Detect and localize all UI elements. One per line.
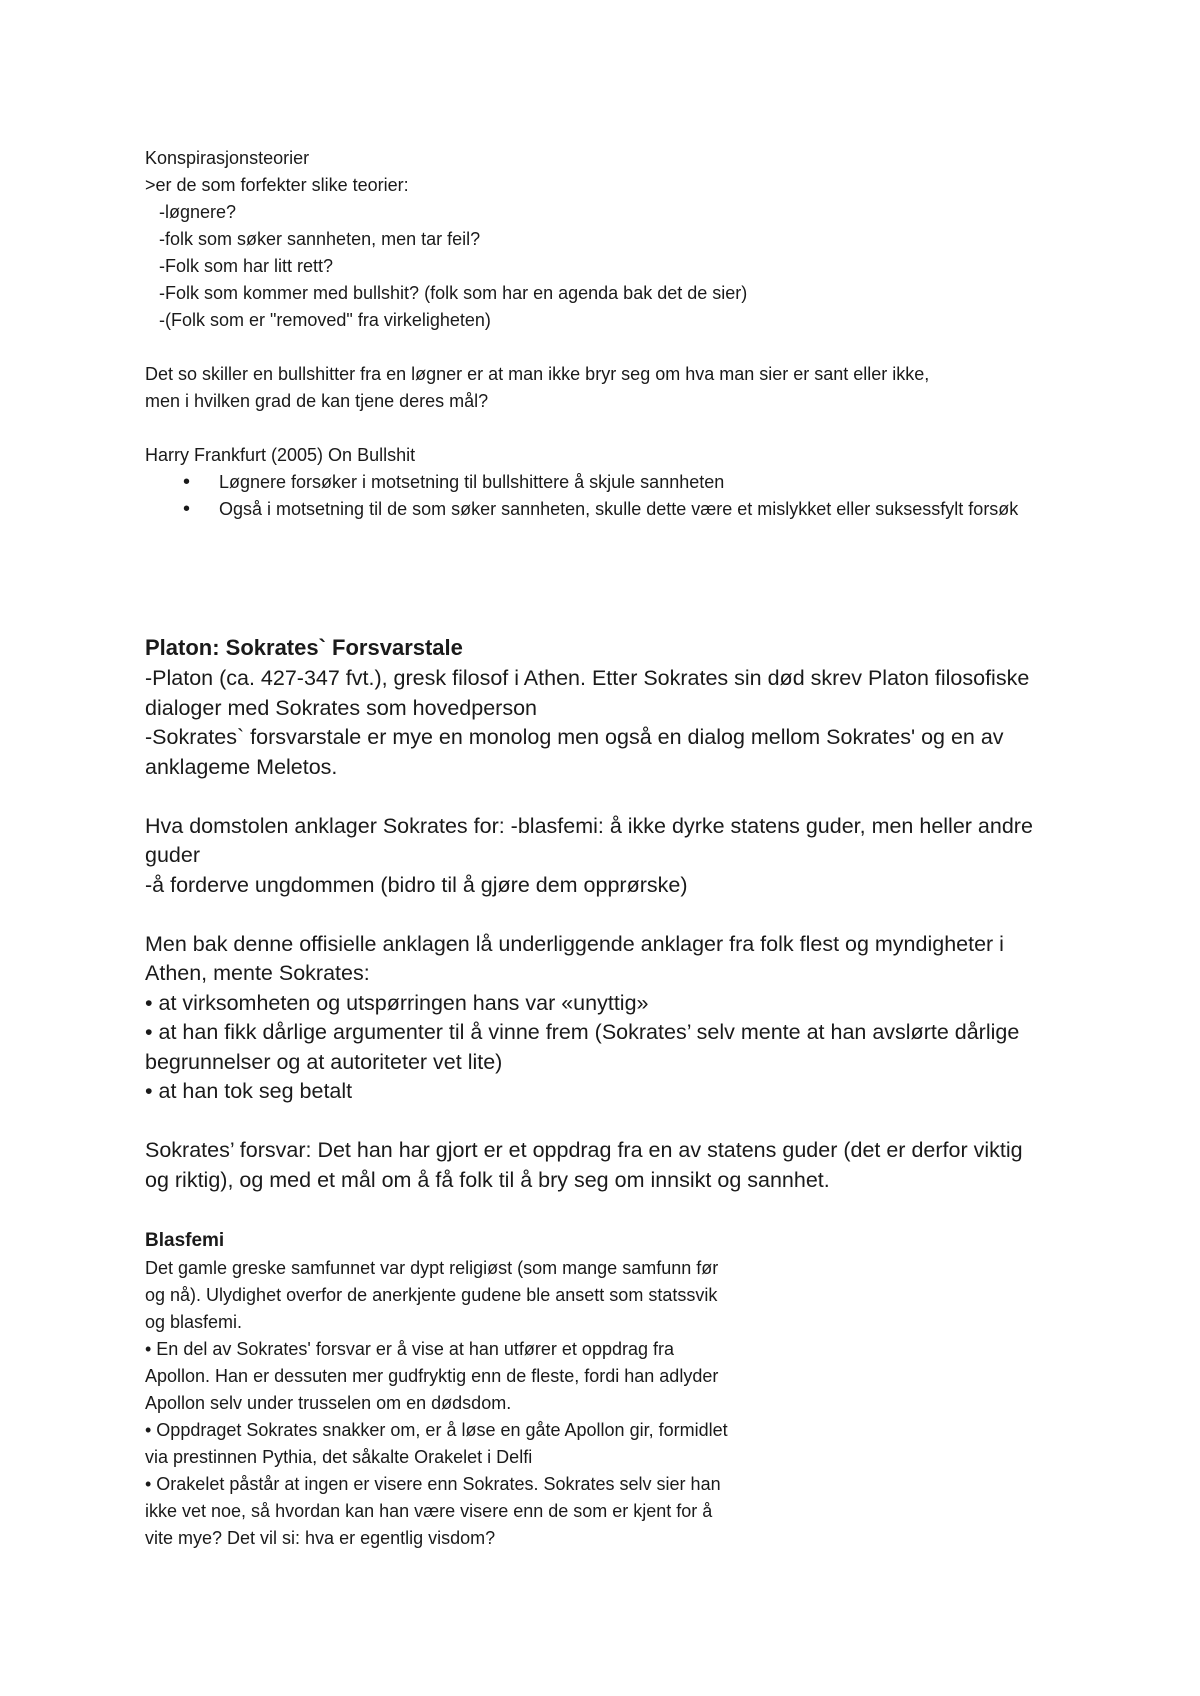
- paragraph-line: og blasfemi.: [145, 1312, 243, 1332]
- section-title: Konspirasjonsteorier: [145, 148, 310, 168]
- paragraph-line: ikke vet noe, så hvordan kan han være visere enn de som er kjent for å: [145, 1501, 713, 1521]
- paragraph-line: men i hvilken grad de kan tjene deres mål?: [145, 391, 489, 411]
- spacer: [145, 900, 1085, 930]
- paragraph-line: Det gamle greske samfunnet var dypt religiøst (som mange samfunn før: [145, 1258, 719, 1278]
- paragraph-line: via prestinnen Pythia, det såkalte Orakelet i Delfi: [145, 1447, 533, 1467]
- apology-section: [145, 632, 1085, 1195]
- paragraph-line: -Sokrates` forsvarstale er mye en monolog men også en dialog mellom Sokrates' og en av: [145, 725, 1004, 749]
- section-heading: Blasfemi: [145, 1230, 225, 1251]
- paragraph-line: guder: [145, 843, 200, 867]
- paragraph-line: Apollon selv under trusselen om en dødsdom.: [145, 1393, 512, 1413]
- paragraph-line: -Platon (ca. 427-347 fvt.), gresk filosof i Athen. Etter Sokrates sin død skrev Platon filosofiske: [145, 666, 1030, 690]
- intro-line: >er de som forfekter slike teorier:: [145, 175, 409, 195]
- paragraph-line: Sokrates’ forsvar: Det han har gjort er et oppdrag fra en av statens guder (det er derfor viktig: [145, 1138, 1023, 1162]
- list-item-text: Også i motsetning til de som søker sannheten, skulle dette være et mislykket eller suksessfylt forsøk: [219, 499, 1019, 519]
- list-item: -Folk som har litt rett?: [159, 256, 334, 276]
- paragraph-line: Hva domstolen anklager Sokrates for: -blasfemi: å ikke dyrke statens guder, men heller andre: [145, 813, 1033, 838]
- spacer: [145, 415, 1105, 442]
- paragraph-line: Det so skiller en bullshitter fra en løgner er at man ikke bryr seg om hva man sier er sant eller ikke,: [145, 364, 930, 384]
- list-item: -(Folk som er "removed" fra virkeligheten): [159, 310, 491, 330]
- paragraph-line: -å forderve ungdommen (bidro til å gjøre dem opprørske): [145, 872, 688, 897]
- bullet-line: • Orakelet påstår at ingen er visere enn Sokrates. Sokrates selv sier han: [145, 1474, 721, 1494]
- frankfurt-bullet-list: [145, 469, 1105, 523]
- paragraph-line: anklageme Meletos.: [145, 754, 338, 779]
- list-item: [145, 496, 1139, 523]
- paragraph-line: Men bak denne offisielle anklagen lå underliggende anklager fra folk flest og myndigheter i: [145, 931, 1004, 956]
- conspiracy-notes-section: [145, 145, 1105, 523]
- bullet-line: • En del av Sokrates' forsvar er å vise at han utfører et oppdrag fra: [145, 1339, 674, 1359]
- spacer: [145, 334, 1105, 361]
- paragraph-line: dialoger med Sokrates som hovedperson: [145, 695, 537, 720]
- paragraph-line: Apollon. Han er dessuten mer gudfryktig enn de fleste, fordi han adlyder: [145, 1366, 719, 1386]
- paragraph-line: og riktig), og med et mål om å få folk til å bry seg om innsikt og sannhet.: [145, 1167, 830, 1192]
- spacer: [145, 1107, 1085, 1137]
- bullet-icon: •: [183, 498, 191, 520]
- bullet-line: • at han fikk dårlige argumenter til å vinne frem (Sokrates’ selv mente at han avslørte dårlige: [145, 1020, 1020, 1044]
- bullet-icon: •: [183, 471, 191, 493]
- list-item: [145, 469, 1139, 496]
- frankfurt-title: Harry Frankfurt (2005) On Bullshit: [145, 445, 416, 465]
- bullet-line: • at han tok seg betalt: [145, 1079, 353, 1103]
- paragraph-line: Athen, mente Sokrates:: [145, 961, 370, 985]
- list-item: -løgnere?: [159, 202, 237, 222]
- paragraph-line: begrunnelser og at autoriteter vet lite): [145, 1049, 503, 1074]
- list-item-text: Løgnere forsøker i motsetning til bullshittere å skjule sannheten: [219, 472, 725, 492]
- blasphemy-section: [145, 1226, 845, 1552]
- list-item: -Folk som kommer med bullshit? (folk som har en agenda bak det de sier): [159, 283, 748, 303]
- bullet-line: • Oppdraget Sokrates snakker om, er å løse en gåte Apollon gir, formidlet: [145, 1420, 728, 1440]
- list-item: -folk som søker sannheten, men tar feil?: [159, 229, 481, 249]
- paragraph-line: vite mye? Det vil si: hva er egentlig visdom?: [145, 1528, 496, 1548]
- bullet-line: • at virksomheten og utspørringen hans var «unyttig»: [145, 990, 649, 1015]
- section-heading: Platon: Sokrates` Forsvarstale: [145, 635, 463, 660]
- paragraph-line: og nå). Ulydighet overfor de anerkjente gudene ble ansett som statssvik: [145, 1285, 718, 1305]
- spacer: [145, 782, 1085, 812]
